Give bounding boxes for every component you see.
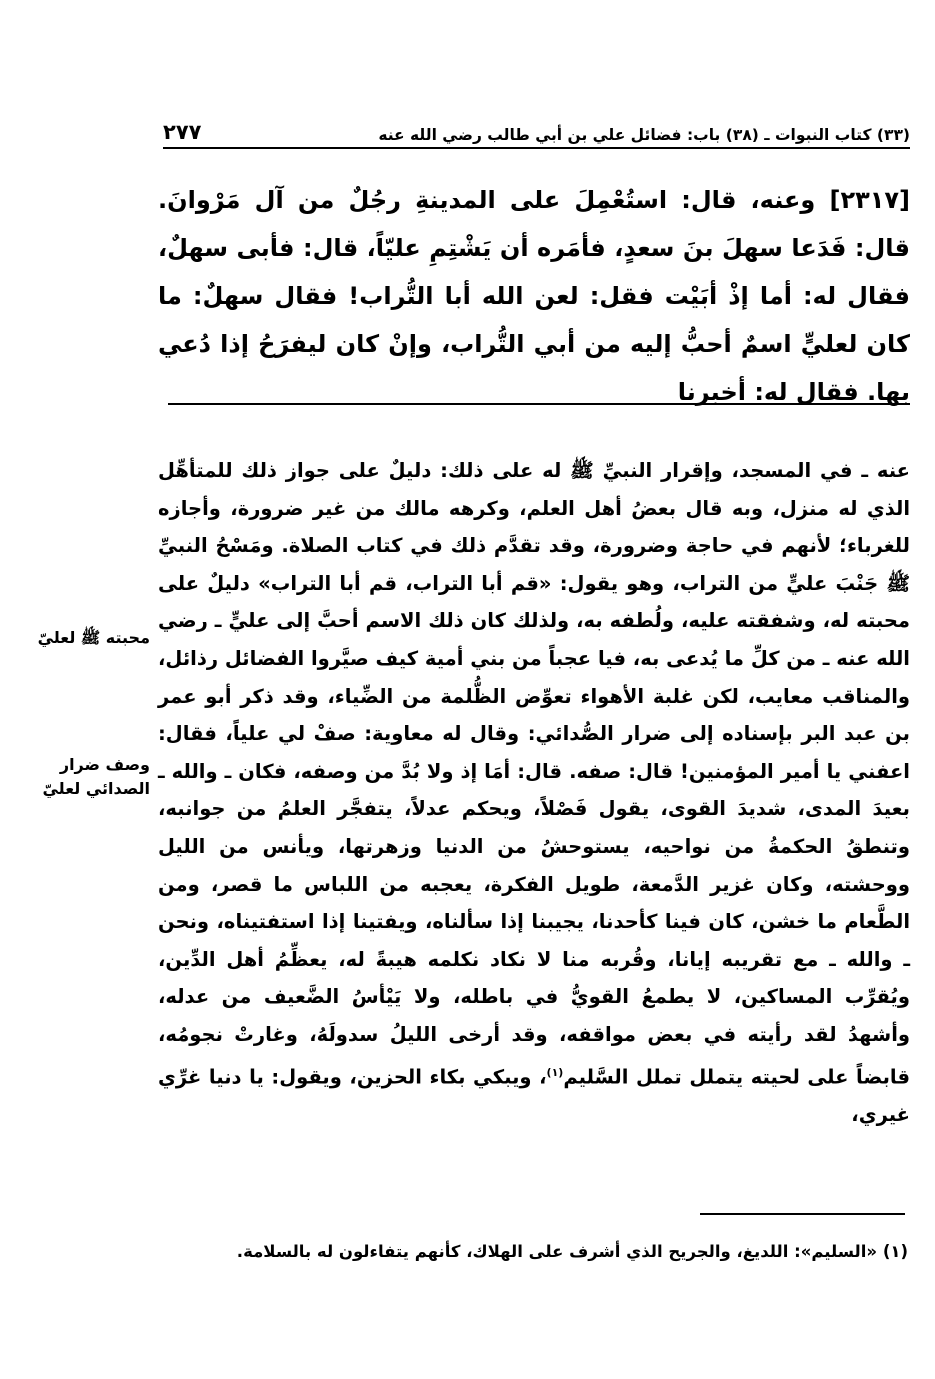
margin-note-love: محبته ﷺ لعليّ bbox=[37, 628, 150, 647]
commentary-block bbox=[158, 452, 910, 1133]
margin-note-description: وصف ضرار الصدائي لعليّ bbox=[42, 755, 150, 798]
commentary-body: عنه ـ في المسجد، وإقرار النبيِّ ﷺ له على ذلك: دليلٌ على جواز ذلك للمتأهِّل الذي له منزل، وبه قال بعضُ أهل العلم، وكرهه مالك من غير ضرورة، وأجازه للغرباء؛ لأنهم في حاجة وضرورة، وقد تقدَّم ذلك في كتاب الصلاة. ومَسْحُ النبيِّ ﷺ جَنْبَ عليٍّ من التراب، وهو يقول: «قم أبا التراب، قم أبا التراب» دليلٌ على محبته له، وشفقته عليه، ولُطفه به، ولذلك كان ذلك الاسم أحبَّ إلى عليٍّ ـ رضي الله عنه ـ من كلِّ ما يُدعى به، فيا عجباً من بني أمية كيف صيَّروا الفضائل رذائل، والمناقب معايب، لكن غلبة الأهواء تعوِّض الظُّلمة من الضِّياء، وقد ذكر أبو عمر بن عبد البر بإسناده إلى ضرار الصُّدائي: وقال له معاوية: صفْ لي علياً، فقال: اعفني يا أمير المؤمنين! قال: صفه. قال: أمَا إذ ولا بُدَّ من وصفه، فكان ـ والله ـ بعيدَ المدى، شديدَ القوى، يقول فَصْلاً، ويحكم عدلاً، يتفجَّر العلمُ من جوانبه، وتنطقُ الحكمةُ من نواحيه، يستوحشُ من الدنيا وزهرتها، ويأنس من الليل ووحشته، وكان غزير الدَّمعة، طويل الفكرة، يعجبه من اللباس ما قصر، ومن الطَّعام ما خشن، كان فينا كأحدنا، يجيبنا إذا سألناه، ويفتينا إذا استفتيناه، ونحن ـ والله ـ مع تقريبه إيانا، وقُربه منا لا نكاد نكلمه هيبةً له، يعظِّمُ أهل الدِّين، ويُقرِّب المساكين، لا يطمعُ القويُّ في باطله، ولا يَيْأسُ الضَّعيف من عدله، وأشهدُ لقد رأيته في بعض مواقفه، وقد أرخى الليلُ سدولَهُ، وغارتْ نجومُه، قابضاً على لحيته يتملل تملل السَّليم bbox=[158, 459, 910, 1088]
footnote-rule bbox=[700, 1213, 905, 1215]
footnote-text: «السليم»: اللديغ، والجريح الذي أشرف على الهلاك، كأنهم يتفاءلون له بالسلامة. bbox=[236, 1242, 878, 1261]
header-rule bbox=[163, 147, 910, 149]
footnote-number: (١) bbox=[882, 1242, 908, 1261]
hadith-number: [٢٣١٧] bbox=[829, 186, 910, 214]
hadith-body: وعنه، قال: استُعْمِلَ على المدينةِ رجُلٌ من آل مَرْوانَ. قال: فَدَعا سهلَ بنَ سعدٍ، فأمَره أن يَشْتِمِ عليّاً، قال: فأبى سهلٌ، فقال له: أما إذْ أبَيْت فقل: لعن الله أبا التُّراب! فقال سهلٌ: ما كان لعليٍّ اسمٌ أحبُّ إليه من أبي التُّراب، وإنْ كان ليفرَحُ إذا دُعي بها. فقال له: أخبرنا bbox=[158, 186, 910, 406]
footnote-reference[interactable]: (١) bbox=[546, 1065, 564, 1079]
section-separator-rule bbox=[168, 403, 910, 405]
page-header bbox=[163, 110, 910, 144]
hadith-paragraph bbox=[158, 176, 910, 416]
hadith-text-block bbox=[158, 176, 910, 416]
running-title: (٣٣) كتاب النبوات ـ (٣٨) باب: فضائل علي بن أبي طالب رضي الله عنه bbox=[378, 126, 910, 144]
footnote bbox=[158, 1237, 908, 1267]
page-number: ٢٧٧ bbox=[163, 120, 202, 144]
commentary-paragraph bbox=[158, 452, 910, 1133]
commentary-body-end: ، ويبكي بكاء الحزين، ويقول: يا دنيا غرِّي غيري، bbox=[158, 1065, 910, 1126]
